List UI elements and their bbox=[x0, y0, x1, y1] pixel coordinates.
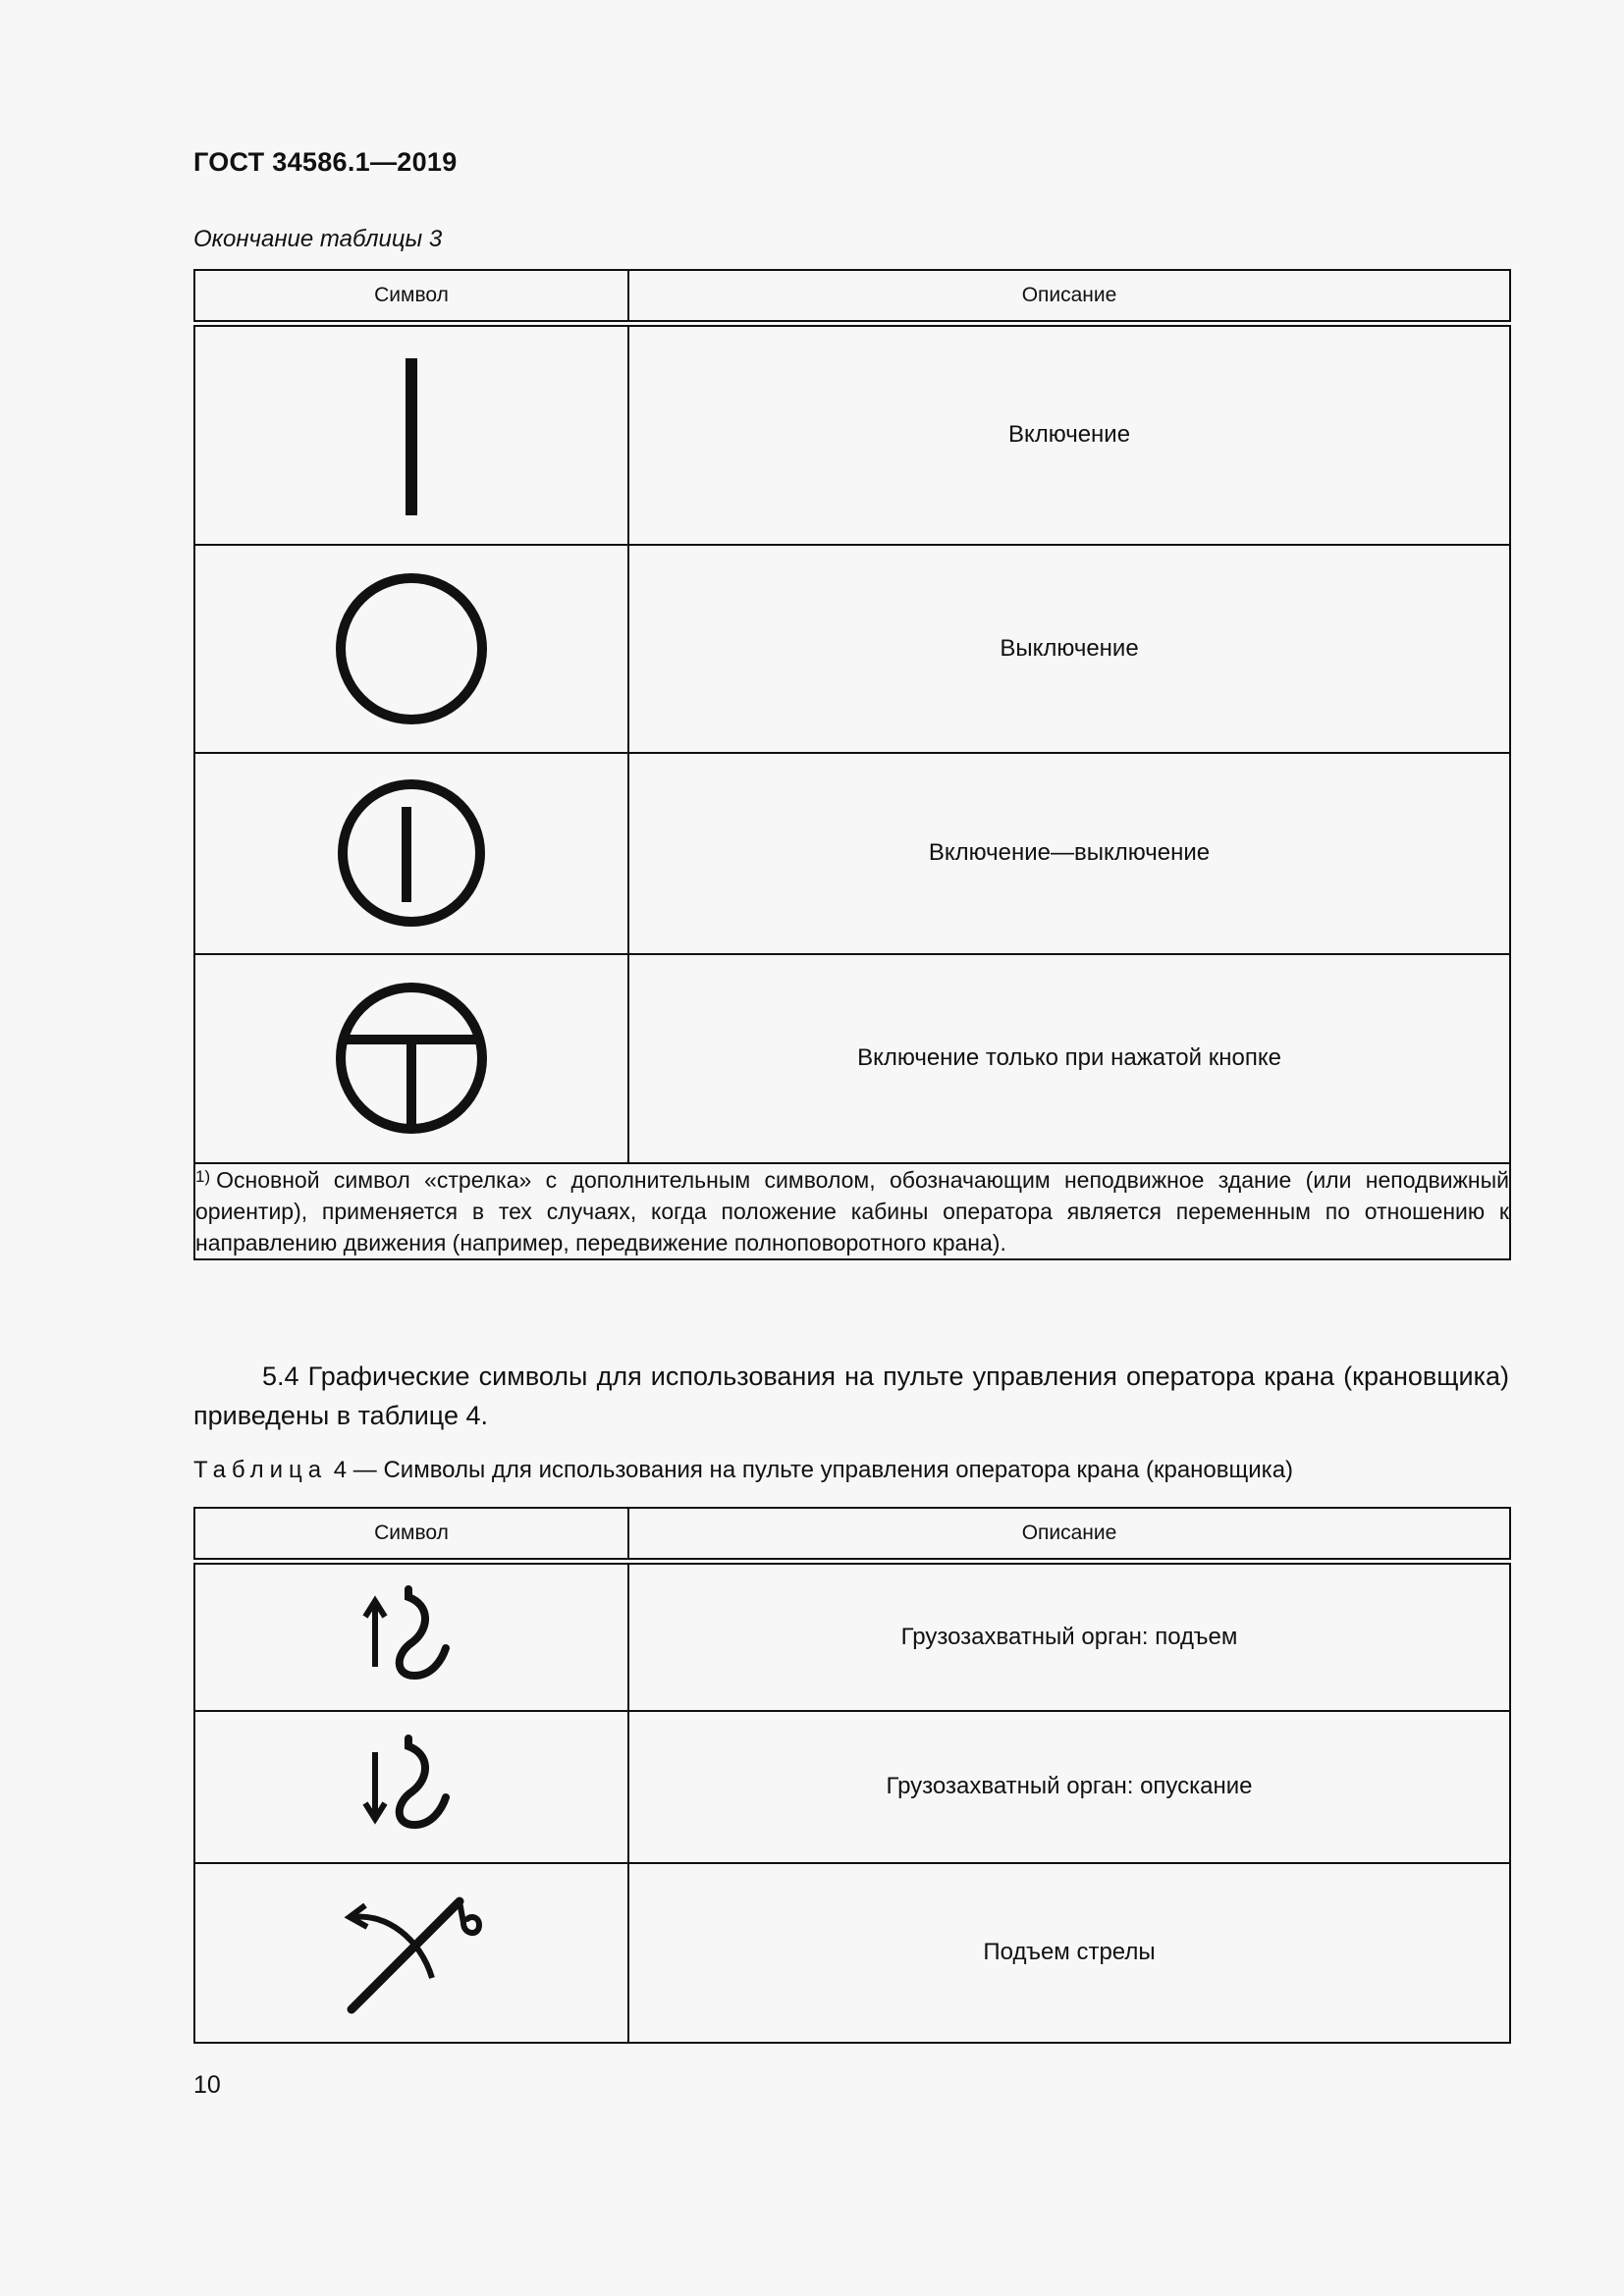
table-caption-text: 4 — Символы для использования на пульте управления оператора крана (крановщика) bbox=[327, 1457, 1294, 1483]
description-cell: Выключение bbox=[628, 545, 1510, 753]
boom-raise-icon bbox=[338, 1884, 485, 2021]
table-header-row bbox=[194, 270, 1510, 324]
standard-designation: ГОСТ 34586.1—2019 bbox=[193, 147, 458, 177]
description-cell: Грузозахватный орган: опускание bbox=[628, 1711, 1510, 1863]
table-4 bbox=[193, 1507, 1511, 2044]
table-footnote bbox=[194, 1163, 1510, 1259]
table-row bbox=[194, 753, 1510, 954]
table-row bbox=[194, 1711, 1510, 1863]
table-row bbox=[194, 954, 1510, 1163]
symbol-cell bbox=[194, 1863, 628, 2043]
table-3 bbox=[193, 269, 1511, 1260]
description-cell: Подъем стрелы bbox=[628, 1863, 1510, 2043]
symbol-cell bbox=[194, 753, 628, 954]
description-cell: Включение bbox=[628, 324, 1510, 545]
description-cell: Включение—выключение bbox=[628, 753, 1510, 954]
column-header-description: Описание bbox=[628, 1508, 1510, 1562]
hook-raise-icon bbox=[357, 1583, 465, 1691]
symbol-cell bbox=[194, 1711, 628, 1863]
on-bar-icon bbox=[392, 347, 431, 523]
column-header-symbol: Символ bbox=[194, 1508, 628, 1562]
symbol-cell bbox=[194, 1562, 628, 1711]
page-number: 10 bbox=[193, 2071, 221, 2099]
section-paragraph: 5.4 Графические символы для использования на пульте управления оператора крана (крановщика) приведены в таблице 4. bbox=[193, 1362, 1509, 1430]
table-row bbox=[194, 1863, 1510, 2043]
table-caption-prefix: Таблица bbox=[193, 1457, 328, 1483]
column-header-description: Описание bbox=[628, 270, 1510, 324]
table-row bbox=[194, 1562, 1510, 1711]
description-cell: Включение только при нажатой кнопке bbox=[628, 954, 1510, 1163]
hold-to-run-icon bbox=[328, 975, 495, 1142]
table-row bbox=[194, 545, 1510, 753]
table-4-caption bbox=[193, 1457, 1293, 1484]
off-circle-icon bbox=[328, 565, 495, 732]
symbol-cell bbox=[194, 324, 628, 545]
column-header-symbol: Символ bbox=[194, 270, 628, 324]
on-off-circle-icon bbox=[328, 770, 495, 936]
footnote-marker: 1) bbox=[195, 1166, 211, 1186]
table-continuation-label: Окончание таблицы 3 bbox=[193, 226, 443, 252]
hook-lower-icon bbox=[357, 1733, 465, 1841]
symbol-cell bbox=[194, 954, 628, 1163]
table-header-row bbox=[194, 1508, 1510, 1562]
footnote-row bbox=[194, 1163, 1510, 1259]
symbol-cell bbox=[194, 545, 628, 753]
table-row bbox=[194, 324, 1510, 545]
description-cell: Грузозахватный орган: подъем bbox=[628, 1562, 1510, 1711]
footnote-text: Основной символ «стрелка» с дополнительным символом, обозначающим неподвижное здание (или неподвижный ориентир), применяется в тех случаях, когда положение кабины оператора является переменным по отношению к направлению движения (например, передвижение полноповоротного крана). bbox=[195, 1166, 1509, 1255]
